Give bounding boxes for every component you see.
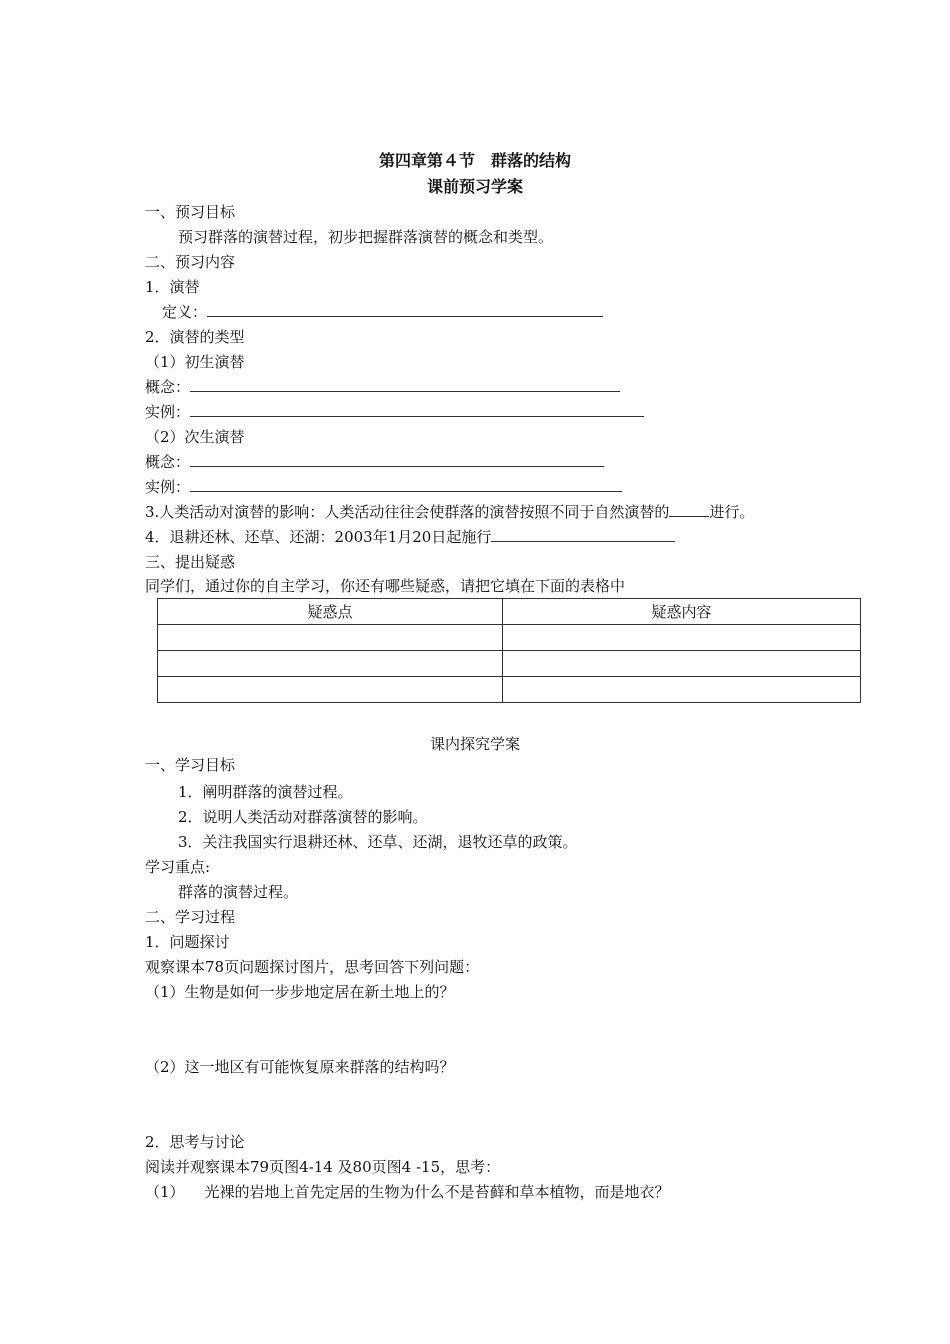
table-header-cell: 疑惑点 (158, 599, 503, 625)
question-3-text: 光裸的岩地上首先定居的生物为什么不是苔藓和草本植物，而是地衣？ (204, 1183, 670, 1201)
secondary-example-row (145, 477, 622, 497)
table-header-cell: 疑惑内容 (503, 599, 861, 625)
table-cell[interactable] (158, 677, 503, 703)
table-row (158, 677, 861, 703)
example-label: 实例： (145, 478, 191, 496)
human-impact-end: 进行。 (709, 503, 755, 521)
table-row (158, 651, 861, 677)
table-row (158, 625, 861, 651)
learning-goal-heading: 一、学习目标 (145, 756, 236, 774)
secondary-example-blank[interactable] (190, 477, 622, 492)
primary-example-blank[interactable] (190, 402, 644, 417)
primary-example-row (145, 402, 644, 422)
definition-blank[interactable] (207, 302, 603, 317)
table-cell[interactable] (503, 625, 861, 651)
primary-succession-heading: （1）初生演替 (145, 353, 245, 371)
question-1: （1）生物是如何一步步地定居在新土地上的？ (145, 983, 455, 1001)
table-header-row (158, 599, 861, 625)
preview-content-heading: 二、预习内容 (145, 253, 236, 271)
preview-goal-text: 预习群落的演替过程，初步把握群落演替的概念和类型。 (178, 228, 554, 246)
goal-item: 2．说明人类活动对群落演替的影响。 (178, 808, 428, 826)
example-label: 实例： (145, 403, 191, 421)
item-succession: 1．演替 (145, 278, 200, 296)
definition-label: 定义： (162, 303, 208, 321)
doubts-heading: 三、提出疑惑 (145, 553, 236, 571)
goal-item: 1．阐明群落的演替过程。 (178, 783, 353, 801)
inclass-title: 课内探究学案 (429, 735, 520, 753)
human-impact-text: 3.人类活动对演替的影响：人类活动往往会使群落的演替按照不同于自然演替的 (145, 503, 670, 521)
key-point-label: 学习重点: (145, 858, 211, 876)
document-title: 第四章第４节 群落的结构 (378, 151, 571, 170)
secondary-succession-heading: （2）次生演替 (145, 428, 245, 446)
learning-process-heading: 二、学习过程 (145, 908, 236, 926)
policy-blank[interactable] (491, 527, 675, 542)
problem-discussion-text: 观察课本78页问题探讨图片，思考回答下列问题： (145, 958, 480, 976)
table-cell[interactable] (503, 651, 861, 677)
concept-label: 概念： (145, 453, 191, 471)
table-cell[interactable] (503, 677, 861, 703)
human-impact-row (145, 502, 754, 522)
policy-text: 4．退耕还林、还草、还湖：2003年1月20日起施行 (145, 528, 492, 546)
secondary-concept-row (145, 452, 604, 472)
primary-concept-row (145, 377, 620, 397)
goal-item: 3．关注我国实行退耕还林、还草、还湖，退牧还草的政策。 (178, 833, 578, 851)
definition-row (162, 302, 603, 322)
document-subtitle: 课前预习学案 (426, 177, 523, 196)
doubts-instruction: 同学们，通过你的自主学习，你还有哪些疑惑，请把它填在下面的表格中 (145, 577, 626, 595)
item-succession-types: 2．演替的类型 (145, 328, 245, 346)
question-3 (145, 1182, 670, 1202)
question-3-number: （1） (145, 1183, 185, 1201)
think-discuss-text: 阅读并观察课本79页图4-14 及80页图4 -15，思考： (145, 1158, 501, 1176)
secondary-concept-blank[interactable] (190, 452, 604, 467)
preview-goal-heading: 一、预习目标 (145, 203, 236, 221)
think-discuss-heading: 2．思考与讨论 (145, 1133, 245, 1151)
human-impact-blank[interactable] (669, 502, 709, 517)
table-cell[interactable] (158, 651, 503, 677)
table-cell[interactable] (158, 625, 503, 651)
policy-row (145, 527, 675, 547)
problem-discussion-heading: 1．问题探讨 (145, 933, 230, 951)
primary-concept-blank[interactable] (190, 377, 620, 392)
key-point-text: 群落的演替过程。 (178, 883, 299, 901)
question-2: （2）这一地区有可能恢复原来群落的结构吗？ (145, 1058, 455, 1076)
doubts-table (157, 598, 861, 703)
concept-label: 概念： (145, 378, 191, 396)
